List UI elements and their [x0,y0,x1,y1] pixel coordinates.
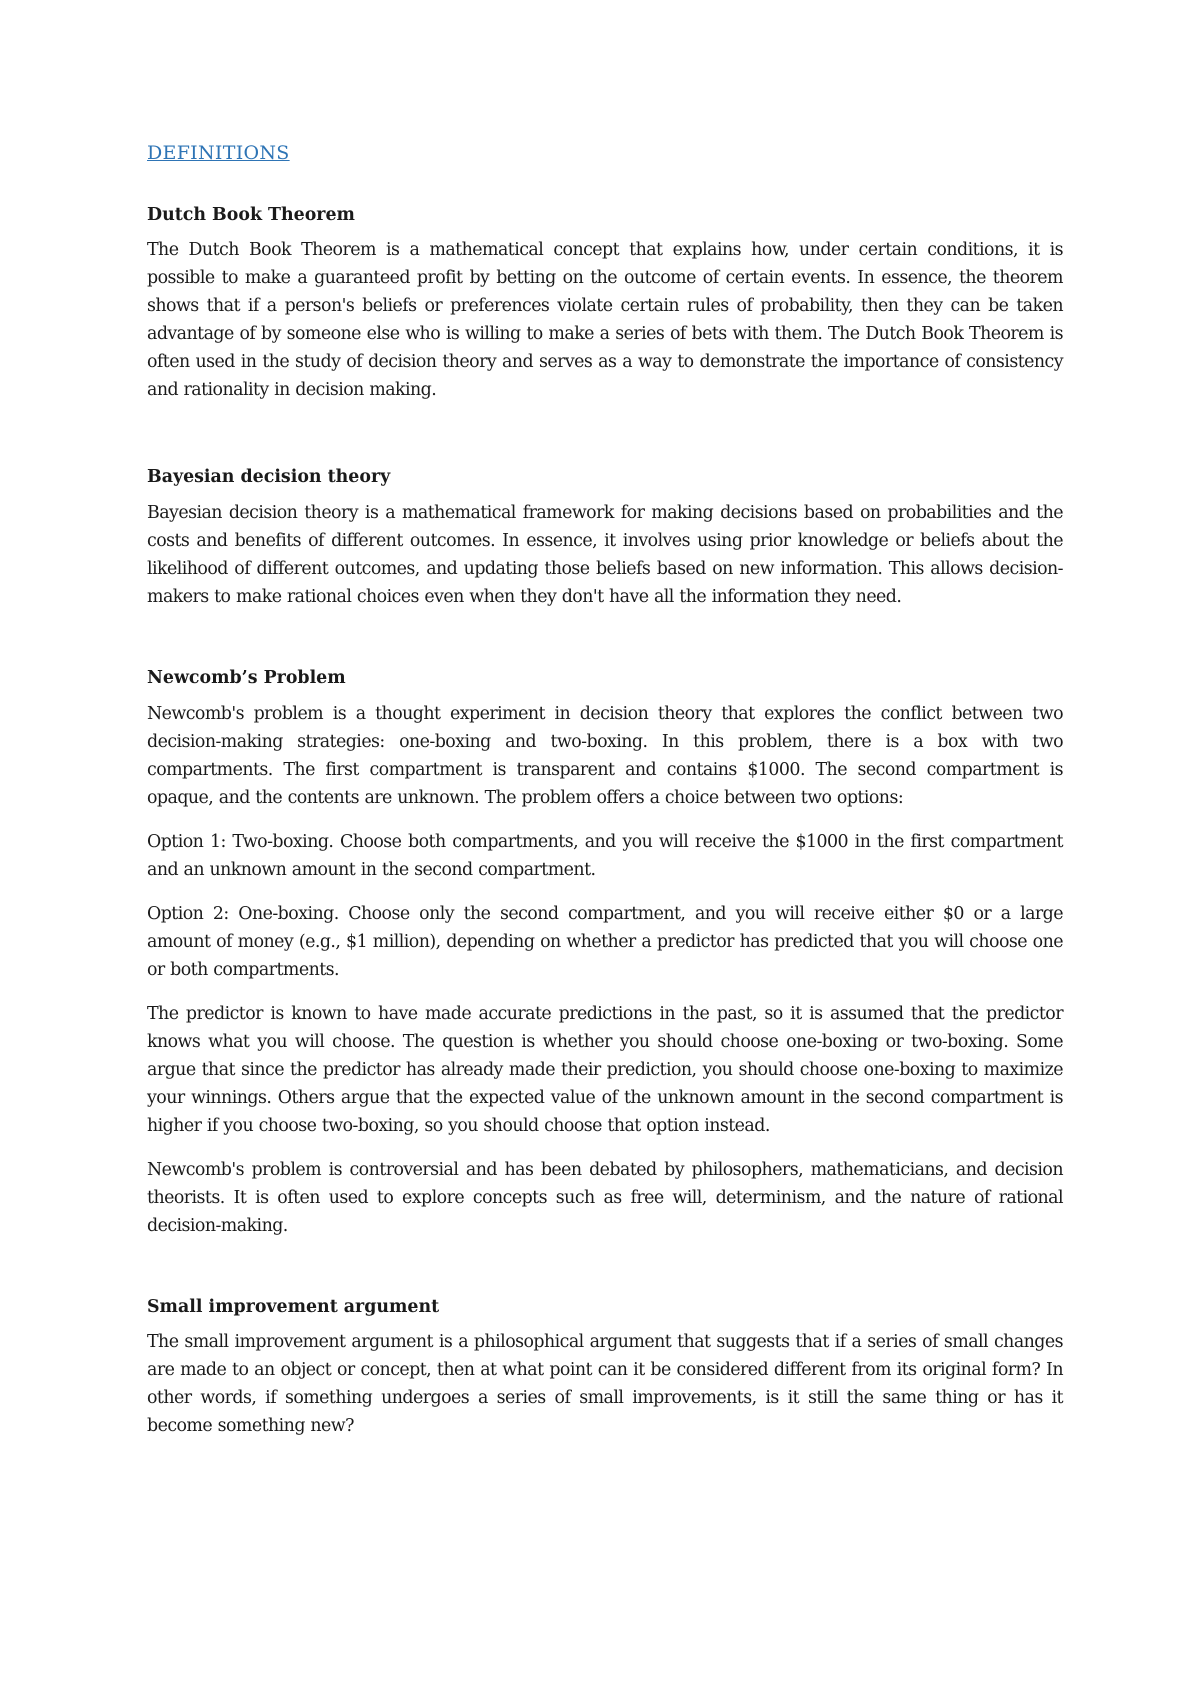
section-heading: Bayesian decision theory [147,467,391,488]
paragraph: Newcomb's problem is controversial and has been debated by philosophers, mathematicians, and decision theorists. It is often used to explore concepts such as free will, determinism, and the nature of rational decision-making. [147,1159,1063,1236]
paragraph: Bayesian decision theory is a mathematical framework for making decisions based on probabilities and the costs and benefits of different outcomes. In essence, it involves using prior knowledge or beliefs about the likelihood of different outcomes, and updating those beliefs based on new information. This allows decision-makers to make rational choices even when they don't have all the information they need. [147,503,1063,608]
section-bayesian-decision-theory [147,466,1063,611]
section-newcombs-problem [147,667,1063,1240]
section-spacer [147,1256,1063,1296]
section-heading: Newcomb’s Problem [147,668,346,689]
section-small-improvement-argument [147,1296,1063,1441]
section-spacer [147,627,1063,667]
paragraph: Newcomb's problem is a thought experiment in decision theory that explores the conflict between two decision-making strategies: one-boxing and two-boxing. In this problem, there is a box with two compartments. The first compartment is transparent and contains $1000. The second compartment is opaque, and the contents are unknown. The problem offers a choice between two options: [147,703,1063,808]
section-heading: Small improvement argument [147,1296,440,1317]
paragraph: Option 2: One-boxing. Choose only the second compartment, and you will receive either $0 or a large amount of money (e.g., $1 million), depending on whether a predictor has predicted that you will choose one or both compartments. [147,903,1063,980]
section-heading: Dutch Book Theorem [147,204,355,225]
document-page [147,142,1063,1456]
paragraph: Option 1: Two-boxing. Choose both compartments, and you will receive the $1000 in the first compartment and an unknown amount in the second compartment. [147,831,1063,880]
section-dutch-book-theorem [147,204,1063,405]
document-title: DEFINITIONS [147,142,290,164]
section-spacer [147,420,1063,466]
paragraph: The Dutch Book Theorem is a mathematical concept that explains how, under certain conditions, it is possible to make a guaranteed profit by betting on the outcome of certain events. In essence, the theorem shows that if a person's beliefs or preferences violate certain rules of probability, then they can be taken advantage of by someone else who is willing to make a series of bets with them. The Dutch Book Theorem is often used in the study of decision theory and serves as a way to demonstrate the importance of consistency and rationality in decision making. [147,240,1063,401]
paragraph: The small improvement argument is a philosophical argument that suggests that if a series of small changes are made to an object or concept, then at what point can it be considered different from its original form? In other words, if something undergoes a series of small improvements, is it still the same thing or has it become something new? [147,1332,1063,1437]
paragraph: The predictor is known to have made accurate predictions in the past, so it is assumed that the predictor knows what you will choose. The question is whether you should choose one-boxing or two-boxing. Some argue that since the predictor has already made their prediction, you should choose one-boxing to maximize your winnings. Others argue that the expected value of the unknown amount in the second compartment is higher if you choose two-boxing, so you should choose that option instead. [147,1003,1063,1136]
